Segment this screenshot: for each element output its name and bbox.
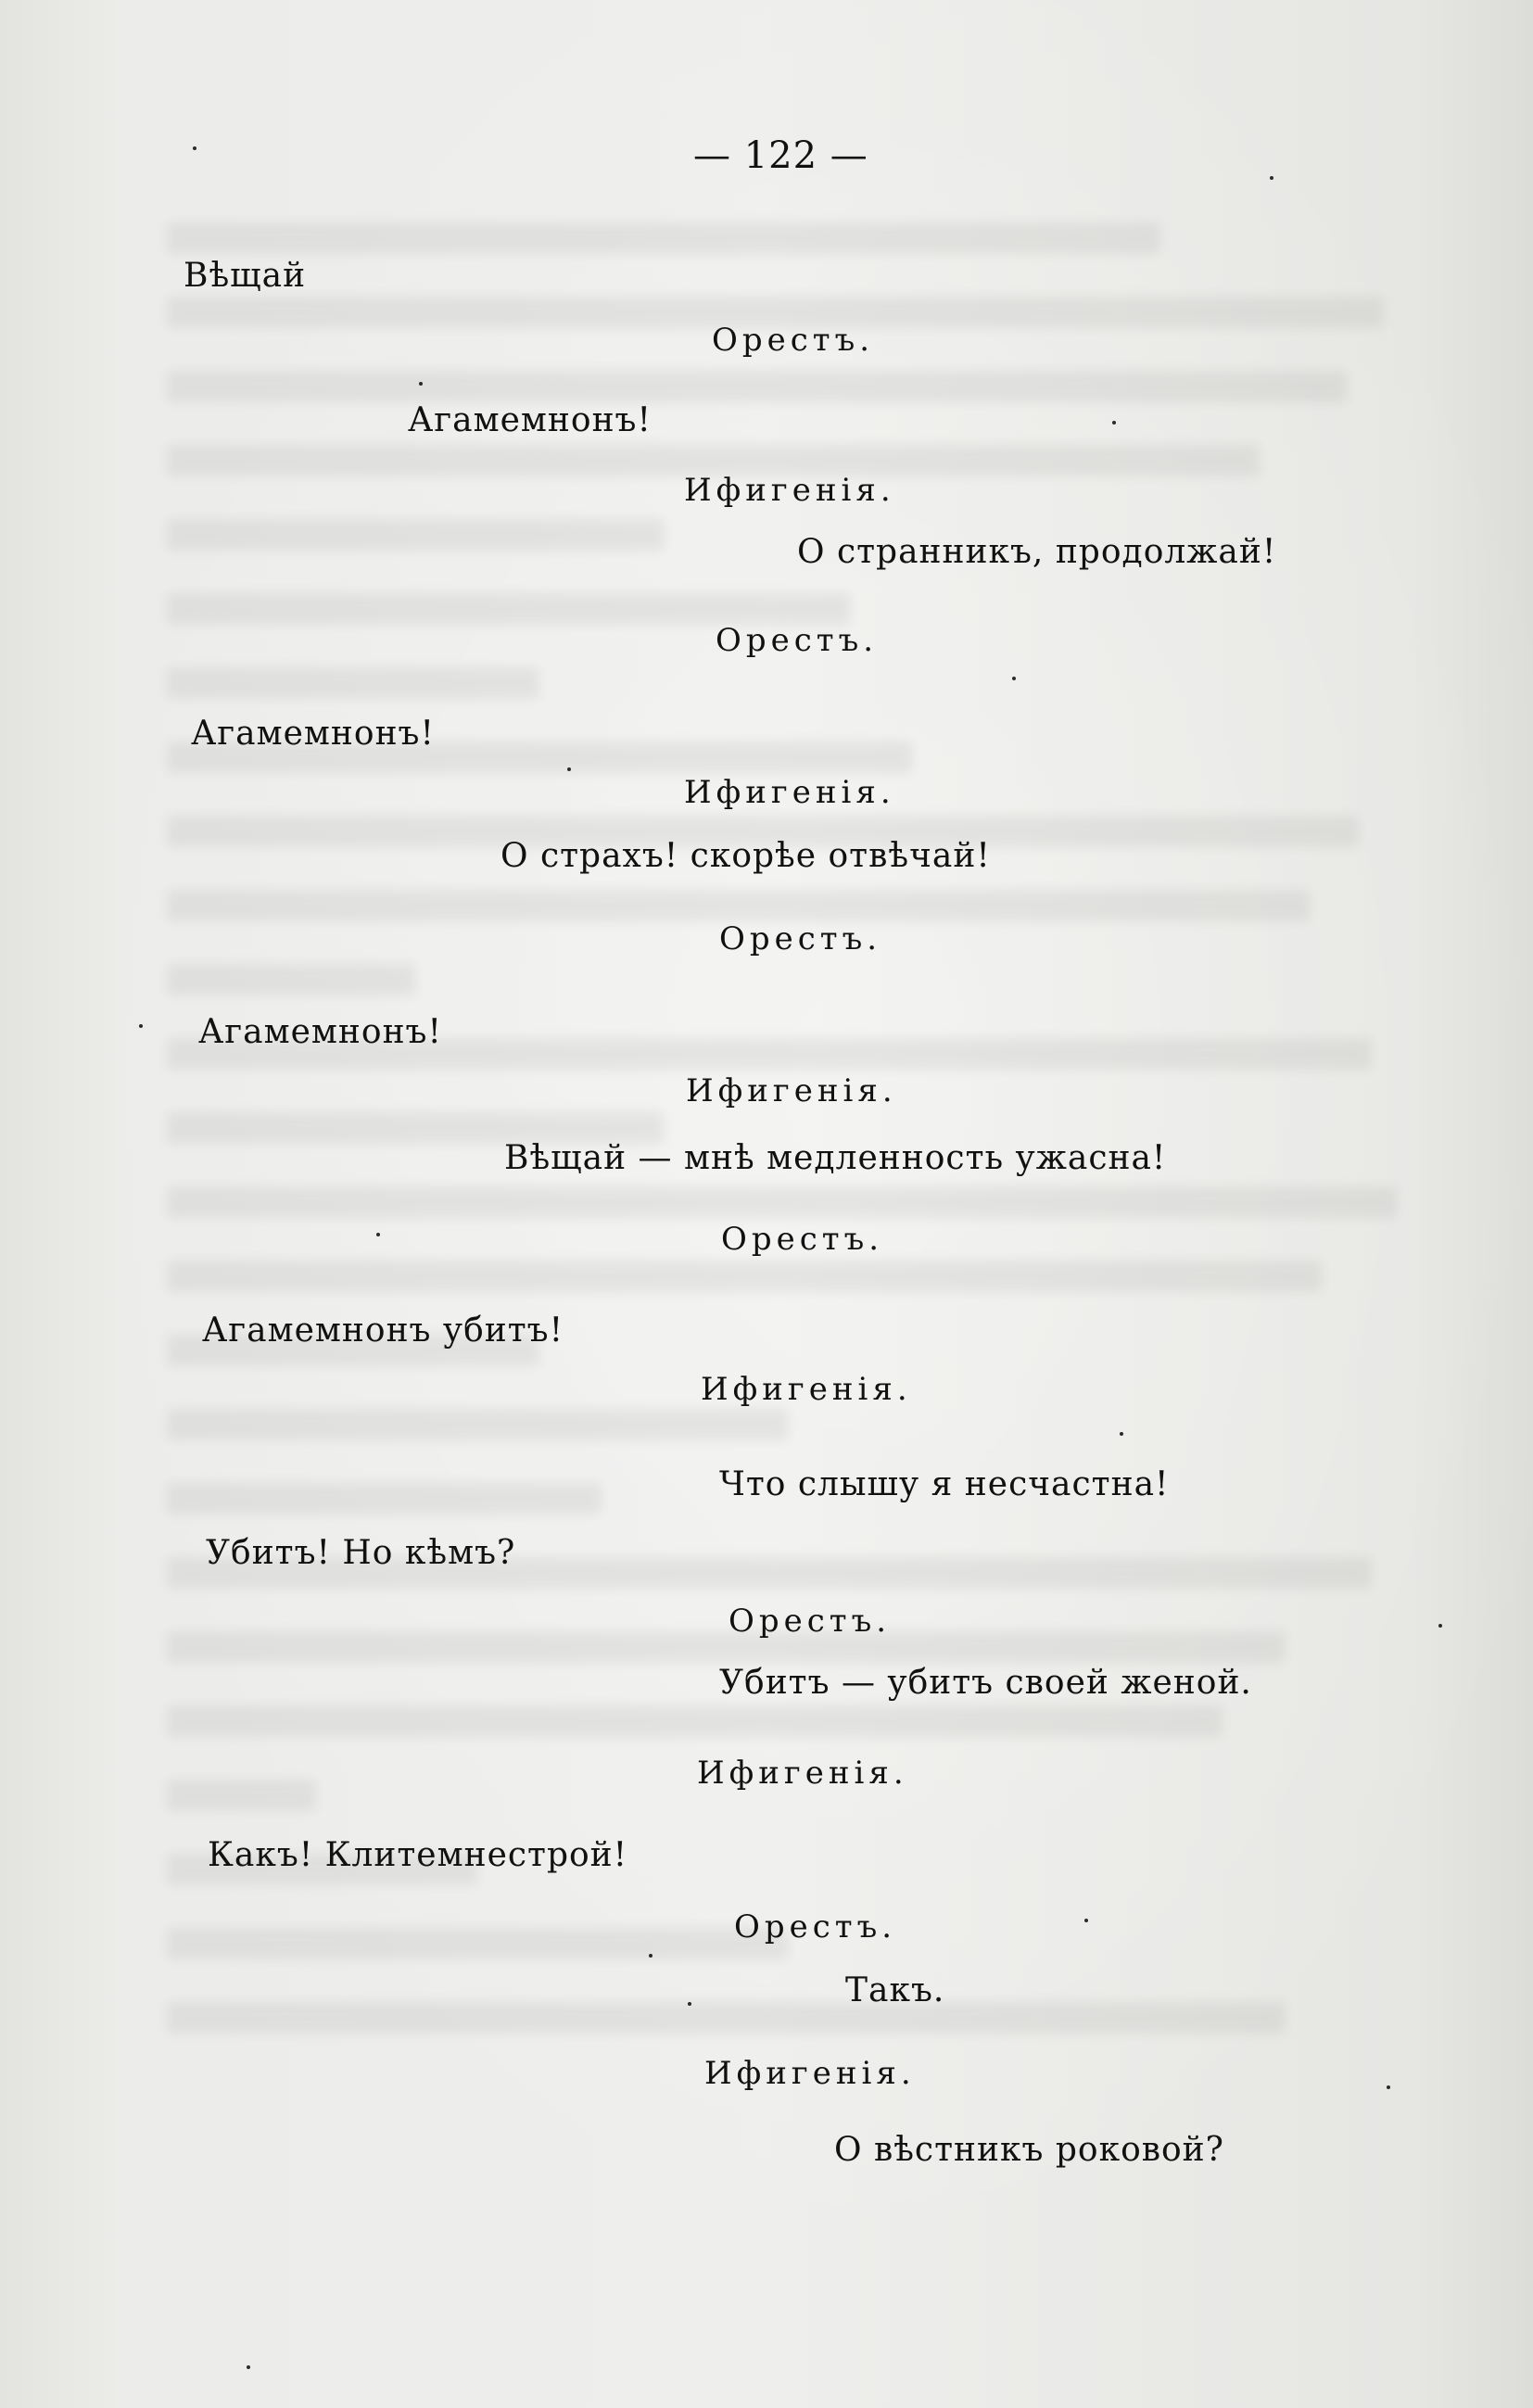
speaker-name: Орестъ. <box>712 322 875 359</box>
speech-line: Такъ. <box>845 1971 945 2009</box>
ink-speck <box>193 146 196 150</box>
speaker-name: Орестъ. <box>734 1908 897 1945</box>
speaker-name: Ифигенія. <box>686 1072 897 1109</box>
speech-line: Агамемнонъ! <box>408 401 652 439</box>
speaker-name: Орестъ. <box>721 1221 884 1258</box>
ink-speck <box>1438 1624 1442 1628</box>
speech-line: Вѣщай <box>184 257 307 295</box>
ink-speck <box>1270 176 1273 180</box>
ink-speck <box>649 1954 652 1958</box>
speech-line: Агамемнонъ убитъ! <box>202 1312 564 1350</box>
speaker-name: Орестъ. <box>716 622 879 659</box>
ink-speck <box>139 1024 143 1028</box>
ink-speck <box>1120 1432 1123 1436</box>
speaker-name: Ифигенія. <box>684 774 895 811</box>
speech-line: Убитъ — убитъ своей женой. <box>719 1664 1252 1702</box>
speech-line: Агамемнонъ! <box>198 1013 442 1051</box>
ink-speck <box>1084 1919 1088 1922</box>
ink-speck <box>567 767 571 771</box>
speaker-name: Ифигенія. <box>697 1755 908 1792</box>
ink-speck <box>1387 2085 1390 2089</box>
page-number: — 122 — <box>693 134 868 177</box>
speech-line: О страхъ! скорѣе отвѣчай! <box>500 837 991 875</box>
ink-speck <box>1112 421 1116 425</box>
speaker-name: Ифигенія. <box>704 2055 916 2092</box>
ink-speck <box>688 2002 691 2006</box>
speech-line: О вѣстникъ роковой? <box>834 2131 1224 2169</box>
speaker-name: Ифигенія. <box>701 1371 912 1408</box>
speech-line: Вѣщай — мнѣ медленность ужасна! <box>504 1139 1167 1177</box>
speech-line: Какъ! Клитемнестрой! <box>208 1836 628 1874</box>
ink-speck <box>247 2365 250 2369</box>
speaker-name: Ифигенія. <box>684 472 895 509</box>
speaker-name: Орестъ. <box>728 1603 892 1640</box>
ink-speck <box>376 1233 380 1236</box>
ink-speck <box>419 382 423 386</box>
ink-speck <box>1012 677 1016 680</box>
speech-line: Что слышу я несчастна! <box>719 1465 1170 1503</box>
speech-line: Агамемнонъ! <box>191 715 435 753</box>
speaker-name: Орестъ. <box>719 920 882 957</box>
speech-line: Убитъ! Но кѣмъ? <box>206 1534 516 1572</box>
speech-line: О странникъ, продолжай! <box>797 533 1277 571</box>
